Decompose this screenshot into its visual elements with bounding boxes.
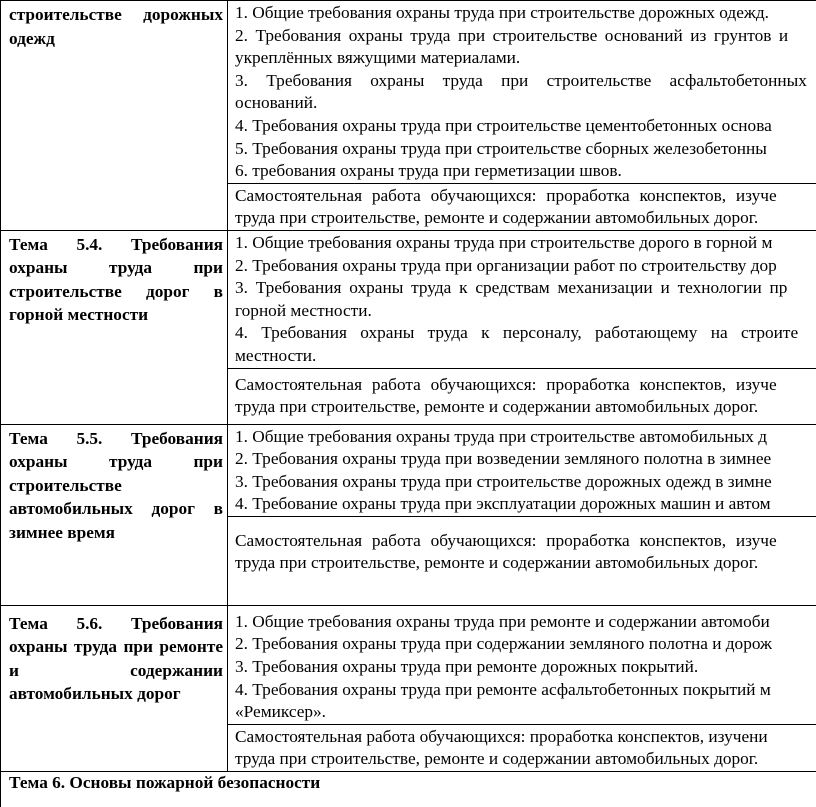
list-item: 3. Требования охраны труда к средствам механизации и технологии пр	[235, 278, 788, 298]
self-work-text: труда при строительстве, ремонте и содержании автомобильных дорог.	[235, 749, 759, 769]
topic-title: Тема 5.6. Требования охраны труда при ремонте и содержании автомобильных дорог	[9, 613, 223, 704]
self-work-text: Самостоятельная работа обучающихся: проработка конспектов, изуче	[235, 185, 777, 205]
topic-cell	[1, 424, 228, 605]
self-work-cell	[228, 516, 816, 605]
list-item: 4. Требования охраны труда при ремонте асфальтобетонных покрытий м	[235, 679, 771, 699]
list-item: 4. Требования охраны труда к персоналу, работающему на строите	[235, 323, 799, 343]
list-item: 1. Общие требования охраны труда при строительстве дорожных одежд.	[235, 3, 769, 22]
self-work-cell	[228, 368, 816, 424]
table-row	[1, 424, 816, 516]
list-item: 2. Требования охраны труда при содержании земляного полотна и дорож	[235, 634, 772, 654]
topic-cell	[1, 605, 228, 771]
list-item: 6. требования охраны труда при герметизации швов.	[235, 161, 622, 181]
list-item: 1. Общие требования охраны труда при ремонте и содержании автомоби	[235, 611, 770, 631]
content-cell	[228, 1, 816, 184]
self-work-cell	[228, 724, 816, 771]
table-row	[1, 772, 816, 807]
list-item: 4. Требование охраны труда при эксплуатации дорожных машин и автом	[235, 494, 771, 514]
list-item: «Ремиксер».	[235, 702, 326, 722]
table-row	[1, 1, 816, 184]
self-work-text: Самостоятельная работа обучающихся: проработка конспектов, изуче	[235, 530, 777, 550]
content-cell	[228, 424, 816, 516]
self-work-text: труда при строительстве, ремонте и содержании автомобильных дорог.	[235, 397, 759, 417]
list-item: 2. Требования охраны труда при возведении земляного полотна в зимнее	[235, 449, 772, 469]
list-item: 2. Требования охраны труда при организации работ по строительству дор	[235, 255, 777, 275]
list-item: горной местности.	[235, 300, 372, 320]
self-work-text: Самостоятельная работа обучающихся: проработка конспектов, изуче	[235, 374, 777, 394]
self-work-text: Самостоятельная работа обучающихся: проработка конспектов, изучени	[235, 726, 768, 746]
list-item: 1. Общие требования охраны труда при строительстве автомобильных д	[235, 426, 768, 446]
list-item: 2. Требования охраны труда при строительстве оснований из грунтов и	[235, 25, 789, 45]
topic-cell	[1, 230, 228, 424]
list-item: оснований.	[235, 93, 318, 113]
section-heading-cell	[1, 772, 816, 807]
list-item: 3. Требования охраны труда при строительстве дорожных одежд в зимне	[235, 471, 772, 491]
list-item: 5. Требования охраны труда при строительстве сборных железобетонны	[235, 138, 767, 158]
topic-cell	[1, 1, 228, 231]
list-item: местности.	[235, 345, 317, 365]
list-item: 3. Требования охраны труда при строительстве асфальтобетонных	[235, 70, 807, 90]
list-item: 3. Требования охраны труда при ремонте дорожных покрытий.	[235, 657, 699, 677]
section-heading: Тема 6. Основы пожарной безопасности	[9, 773, 321, 793]
table-row	[1, 605, 816, 724]
self-work-cell	[228, 183, 816, 230]
list-item: укреплённых вяжущими материалами.	[235, 48, 521, 68]
self-work-text: труда при строительстве, ремонте и содержании автомобильных дорог.	[235, 553, 759, 573]
list-item: 1. Общие требования охраны труда при строительстве дорого в горной м	[235, 232, 773, 252]
topic-title: Тема 5.4. Требования охраны труда при строительстве дорог в горной местности	[9, 234, 223, 325]
self-work-text: труда при строительстве, ремонте и содержании автомобильных дорог.	[235, 208, 759, 228]
table-row	[1, 230, 816, 368]
content-cell	[228, 605, 816, 724]
topic-title: строительстве дорожных одежд	[9, 5, 223, 48]
content-cell	[228, 230, 816, 368]
list-item: 4. Требования охраны труда при строительстве цементобетонных основа	[235, 115, 772, 135]
topic-title: Тема 5.5. Требования охраны труда при строительстве автомобильных дорог в зимнее время	[9, 428, 223, 542]
